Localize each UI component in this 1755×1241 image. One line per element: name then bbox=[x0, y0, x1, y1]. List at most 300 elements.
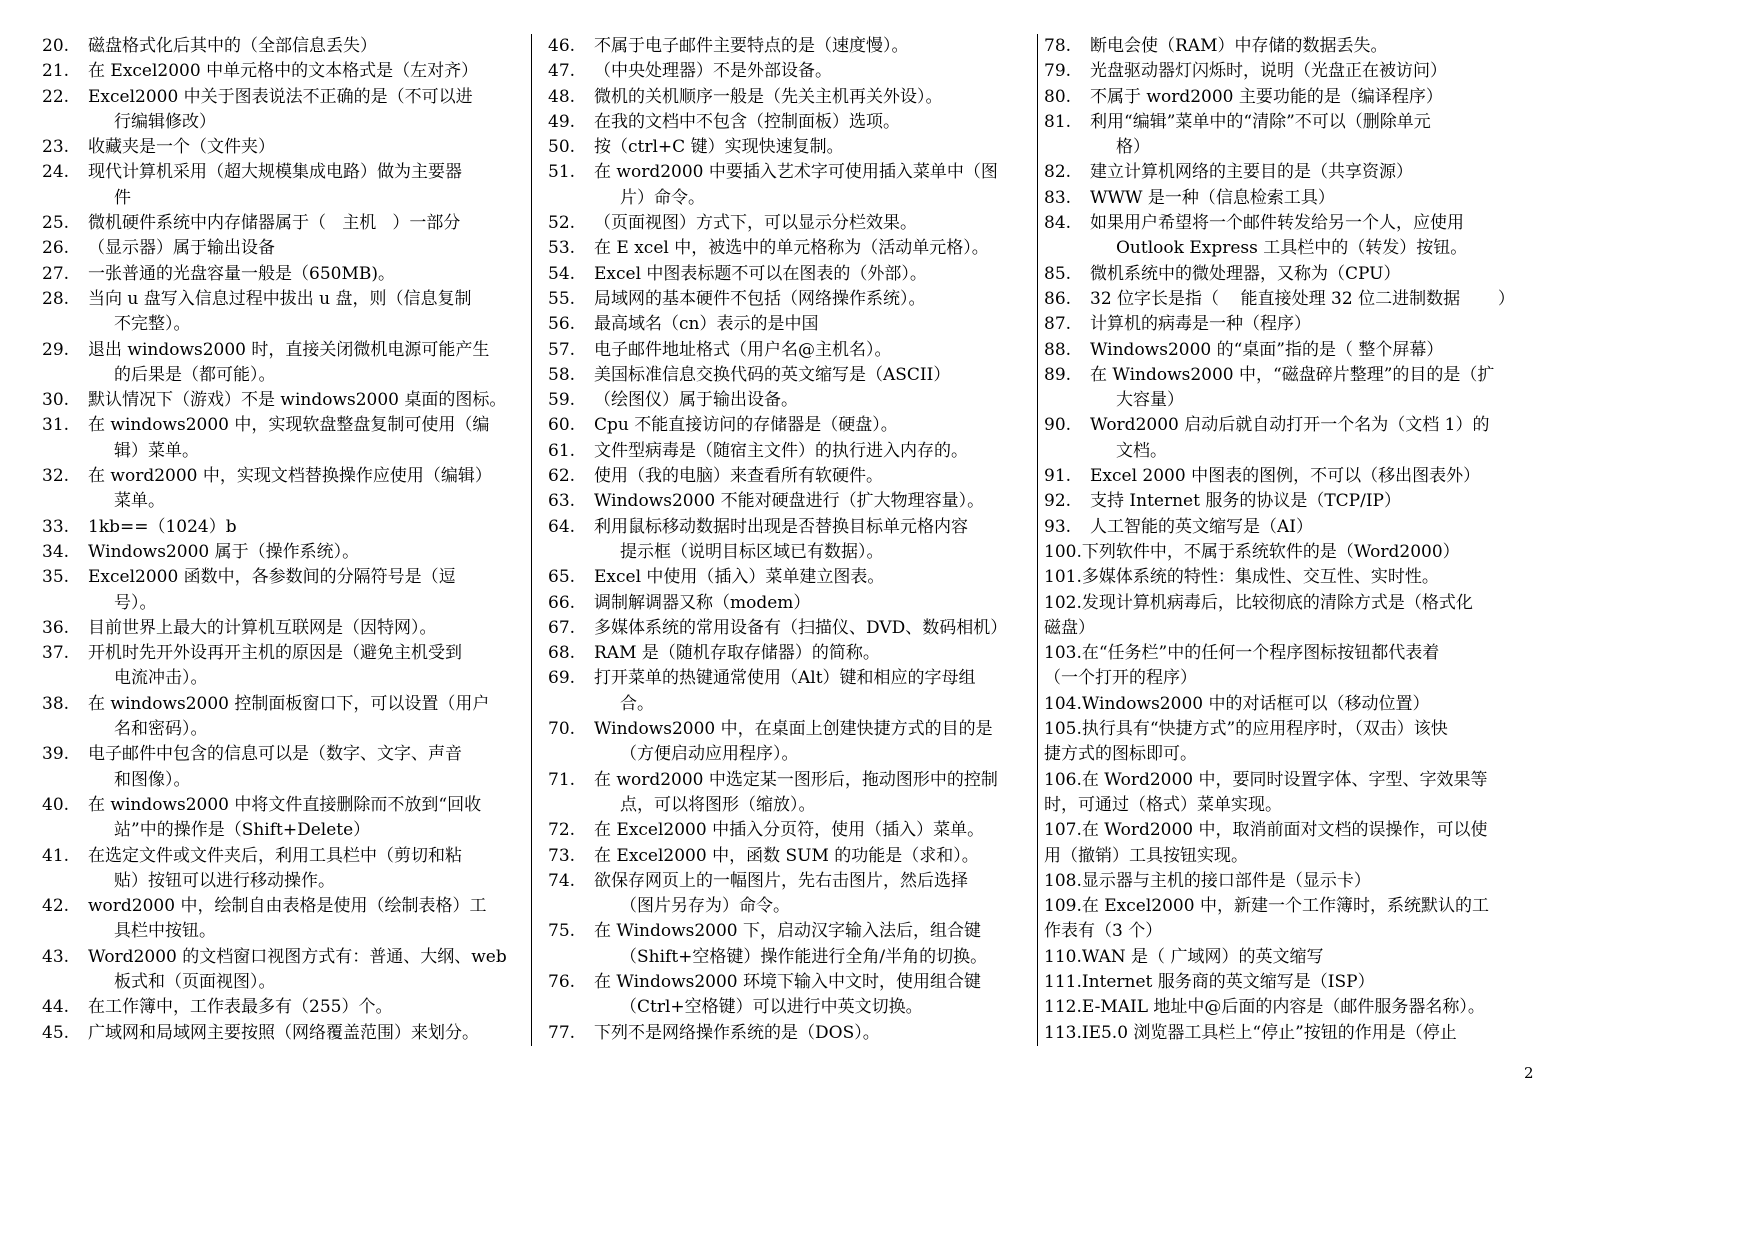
question-item bbox=[1044, 945, 1549, 970]
question-text-continued: 提示框（说明目标区域已有数据）。 bbox=[620, 541, 884, 562]
question-number: 92. bbox=[1044, 491, 1072, 512]
question-number: 28. bbox=[42, 288, 70, 309]
question-number: 34. bbox=[42, 541, 70, 562]
question-number: 69. bbox=[548, 668, 576, 689]
question-item bbox=[548, 919, 1033, 970]
question-number: 36. bbox=[42, 617, 70, 638]
question-number: 40. bbox=[42, 794, 70, 815]
question-text-continued: 文档。 bbox=[1116, 440, 1167, 461]
question-number: 62. bbox=[548, 466, 576, 487]
question-item bbox=[1044, 540, 1549, 565]
question-item bbox=[548, 717, 1033, 768]
question-number: 55. bbox=[548, 288, 576, 309]
question-text: Internet 服务商的英文缩写是（ISP） bbox=[1081, 971, 1375, 992]
question-text: 多媒体系统的特性：集成性、交互性、实时性。 bbox=[1081, 567, 1439, 588]
question-text: 在 Excel2000 中单元格中的文本格式是（左对齐） bbox=[88, 61, 479, 82]
question-item bbox=[42, 894, 526, 945]
question-text: （中央处理器）不是外部设备。 bbox=[594, 61, 832, 82]
question-text: 不属于电子邮件主要特点的是（速度慢）。 bbox=[594, 36, 909, 56]
question-text: 电子邮件地址格式（用户名@主机名）。 bbox=[594, 339, 892, 360]
question-number: 81. bbox=[1044, 111, 1072, 132]
question-text: 微机系统中的微处理器，又称为（CPU） bbox=[1090, 263, 1401, 284]
question-text: 美国标准信息交换代码的英文缩写是（ASCII） bbox=[594, 364, 951, 385]
question-number: 70. bbox=[548, 719, 576, 740]
question-text: 显示器与主机的接口部件是（显示卡） bbox=[1081, 870, 1371, 891]
question-number: 59. bbox=[548, 390, 576, 411]
question-item bbox=[548, 970, 1033, 1021]
question-text-continued: 点，可以将图形（缩放）。 bbox=[620, 794, 816, 815]
question-number: 105. bbox=[1044, 719, 1082, 740]
question-text: 在 windows2000 控制面板窗口下，可以设置（用户 bbox=[88, 693, 490, 714]
question-item bbox=[548, 338, 1033, 363]
question-text: 支持 Internet 服务的协议是（TCP/IP） bbox=[1090, 491, 1401, 512]
question-text-continued: 号）。 bbox=[114, 592, 157, 613]
question-number: 42. bbox=[42, 896, 70, 917]
question-item bbox=[1044, 363, 1549, 414]
question-text: 断电会使（RAM）中存储的数据丢失。 bbox=[1090, 36, 1388, 56]
question-number: 21. bbox=[42, 61, 70, 82]
question-text: 在 Windows2000 中，“磁盘碎片整理”的目的是（扩 bbox=[1090, 364, 1495, 385]
question-item bbox=[548, 515, 1033, 566]
question-item bbox=[1044, 186, 1549, 211]
question-item bbox=[42, 59, 526, 84]
question-number: 73. bbox=[548, 845, 576, 866]
question-text-continued: 菜单。 bbox=[114, 491, 165, 512]
question-number: 84. bbox=[1044, 213, 1072, 234]
question-item bbox=[42, 338, 526, 389]
question-text: 当向 u 盘写入信息过程中拔出 u 盘，则（信息复制 bbox=[88, 288, 472, 309]
question-number: 57. bbox=[548, 339, 576, 360]
question-text: RAM 是（随机存取存储器）的简称。 bbox=[594, 643, 880, 664]
question-number: 101. bbox=[1044, 567, 1082, 588]
question-text: 按（ctrl+C 键）实现快速复制。 bbox=[594, 137, 844, 158]
question-text: 在 Windows2000 下，启动汉字输入法后，组合键 bbox=[594, 921, 982, 942]
question-item bbox=[1044, 717, 1549, 768]
question-item bbox=[548, 1021, 1033, 1046]
question-text: 在 Word2000 中，取消前面对文档的误操作，可以使 bbox=[1081, 820, 1488, 841]
question-number: 51. bbox=[548, 162, 576, 183]
question-number: 49. bbox=[548, 111, 576, 132]
question-item bbox=[548, 666, 1033, 717]
question-text: 广域网和局域网主要按照（网络覆盖范围）来划分。 bbox=[88, 1022, 479, 1043]
question-text: Windows2000 属于（操作系统）。 bbox=[88, 541, 360, 562]
question-text: 下列软件中，不属于系统软件的是（Word2000） bbox=[1081, 541, 1460, 562]
question-text: 在 windows2000 中将文件直接删除而不放到“回收 bbox=[88, 794, 482, 815]
question-text-continued: （方便启动应用程序）。 bbox=[620, 744, 799, 765]
question-number: 112. bbox=[1044, 997, 1082, 1018]
question-text: 调制解调器又称（modem） bbox=[594, 592, 811, 613]
question-item bbox=[548, 768, 1033, 819]
question-item bbox=[1044, 59, 1549, 84]
question-text-continued: （一个打开的程序） bbox=[1044, 668, 1197, 689]
question-number: 54. bbox=[548, 263, 576, 284]
question-item bbox=[42, 540, 526, 565]
question-item bbox=[548, 312, 1033, 337]
question-item bbox=[548, 413, 1033, 438]
question-text: 在 word2000 中，实现文档替换操作应使用（编辑） bbox=[88, 466, 492, 487]
question-item bbox=[548, 869, 1033, 920]
question-item bbox=[42, 464, 526, 515]
question-number: 44. bbox=[42, 997, 70, 1018]
question-number: 25. bbox=[42, 213, 70, 234]
question-item bbox=[42, 616, 526, 641]
question-text: 人工智能的英文缩写是（AI） bbox=[1090, 516, 1313, 537]
question-number: 104. bbox=[1044, 693, 1082, 714]
question-item bbox=[42, 262, 526, 287]
question-item bbox=[1044, 211, 1549, 262]
question-text: 开机时先开外设再开主机的原因是（避免主机受到 bbox=[88, 643, 462, 664]
question-text-continued: 不完整）。 bbox=[114, 314, 191, 335]
question-text: 在 windows2000 中，实现软盘整盘复制可使用（编 bbox=[88, 415, 490, 436]
question-item bbox=[548, 34, 1033, 59]
question-number: 56. bbox=[548, 314, 576, 335]
question-number: 38. bbox=[42, 693, 70, 714]
question-number: 32. bbox=[42, 466, 70, 487]
question-number: 83. bbox=[1044, 187, 1072, 208]
column-divider bbox=[1037, 34, 1038, 1046]
question-number: 45. bbox=[42, 1022, 70, 1043]
question-text-continued: 板式和（页面视图）。 bbox=[114, 971, 276, 992]
question-text: 一张普通的光盘容量一般是（650MB)。 bbox=[88, 263, 395, 284]
question-text: Windows2000 不能对硬盘进行（扩大物理容量）。 bbox=[594, 491, 985, 512]
question-number: 30. bbox=[42, 390, 70, 411]
question-text-continued: Outlook Express 工具栏中的（转发）按钮。 bbox=[1116, 238, 1468, 259]
question-item bbox=[548, 236, 1033, 261]
question-text: （绘图仪）属于输出设备。 bbox=[594, 390, 798, 411]
question-number: 100. bbox=[1044, 541, 1082, 562]
question-text: Excel 中使用（插入）菜单建立图表。 bbox=[594, 567, 885, 588]
question-text: 利用“编辑”菜单中的“清除”不可以（删除单元 bbox=[1090, 111, 1431, 132]
question-text: 在 Excel2000 中插入分页符，使用（插入）菜单。 bbox=[594, 820, 985, 841]
question-text: Excel 2000 中图表的图例，不可以（移出图表外） bbox=[1090, 466, 1481, 487]
question-number: 22. bbox=[42, 86, 70, 107]
question-text-continued: 贴）按钮可以进行移动操作。 bbox=[114, 870, 335, 891]
question-text-continued: 的后果是（都可能）。 bbox=[114, 364, 276, 385]
question-item bbox=[548, 110, 1033, 135]
question-text-continued: 磁盘） bbox=[1044, 617, 1095, 638]
question-item bbox=[1044, 818, 1549, 869]
question-item bbox=[1044, 312, 1549, 337]
question-number: 110. bbox=[1044, 946, 1082, 967]
question-text: WAN 是（ 广域网）的英文缩写 bbox=[1081, 946, 1324, 967]
column-divider bbox=[531, 34, 532, 1046]
question-text: Windows2000 的“桌面”指的是（ 整个屏幕） bbox=[1090, 339, 1444, 360]
question-number: 53. bbox=[548, 238, 576, 259]
question-item bbox=[42, 1021, 526, 1046]
question-item bbox=[1044, 338, 1549, 363]
question-text-continued: 和图像）。 bbox=[114, 769, 191, 790]
question-number: 86. bbox=[1044, 288, 1072, 309]
question-text: Windows2000 中的对话框可以（移动位置） bbox=[1081, 693, 1430, 714]
question-text-continued: 件 bbox=[114, 187, 131, 208]
question-text: 在“任务栏”中的任何一个程序图标按钮都代表着 bbox=[1081, 643, 1440, 664]
question-item bbox=[42, 742, 526, 793]
question-text: Cpu 不能直接访问的存储器是（硬盘）。 bbox=[594, 415, 898, 436]
question-number: 20. bbox=[42, 36, 70, 56]
question-text-continued: 合。 bbox=[620, 693, 654, 714]
question-item bbox=[42, 135, 526, 160]
question-number: 65. bbox=[548, 567, 576, 588]
question-number: 52. bbox=[548, 213, 576, 234]
question-text: 局域网的基本硬件不包括（网络操作系统）。 bbox=[594, 288, 926, 309]
question-item bbox=[42, 995, 526, 1020]
question-number: 76. bbox=[548, 971, 576, 992]
question-text-continued: （Shift+空格键）操作能进行全角/半角的切换。 bbox=[620, 946, 988, 967]
question-text: 在工作簿中，工作表最多有（255）个。 bbox=[88, 997, 393, 1018]
question-item bbox=[548, 59, 1033, 84]
question-text: 执行具有“快捷方式”的应用程序时，（双击）该快 bbox=[1081, 719, 1448, 740]
question-item bbox=[42, 388, 526, 413]
question-number: 77. bbox=[548, 1022, 576, 1043]
question-item bbox=[548, 464, 1033, 489]
question-text: 现代计算机采用（超大规模集成电路）做为主要器 bbox=[88, 162, 462, 183]
question-text: Word2000 启动后就自动打开一个名为（文档 1）的 bbox=[1090, 415, 1490, 436]
column-2 bbox=[548, 34, 1033, 1046]
question-text-continued: 用（撤销）工具按钮实现。 bbox=[1044, 845, 1248, 866]
question-item bbox=[42, 641, 526, 692]
question-item bbox=[1044, 591, 1549, 642]
question-item bbox=[42, 211, 526, 236]
question-number: 113. bbox=[1044, 1022, 1082, 1043]
question-item bbox=[42, 160, 526, 211]
question-item bbox=[42, 945, 526, 996]
question-item bbox=[1044, 515, 1549, 540]
question-item bbox=[42, 515, 526, 540]
question-text: 在 word2000 中要插入艺术字可使用插入菜单中（图 bbox=[594, 162, 998, 183]
question-item bbox=[548, 135, 1033, 160]
question-item bbox=[42, 34, 526, 59]
question-number: 31. bbox=[42, 415, 70, 436]
question-text: 使用（我的电脑）来查看所有软硬件。 bbox=[594, 466, 883, 487]
question-number: 67. bbox=[548, 617, 576, 638]
question-number: 71. bbox=[548, 769, 576, 790]
question-number: 46. bbox=[548, 36, 576, 56]
question-text: 在 E xcel 中，被选中的单元格称为（活动单元格）。 bbox=[594, 238, 989, 259]
question-text-continued: 电流冲击）。 bbox=[114, 668, 208, 689]
question-item bbox=[548, 363, 1033, 388]
question-item bbox=[548, 262, 1033, 287]
question-text: 磁盘格式化后其中的（全部信息丢失） bbox=[88, 36, 377, 56]
question-text: 微机的关机顺序一般是（先关主机再关外设）。 bbox=[594, 86, 943, 107]
question-item bbox=[1044, 262, 1549, 287]
question-item bbox=[548, 641, 1033, 666]
question-text: 在我的文档中不包含（控制面板）选项。 bbox=[594, 111, 900, 132]
question-text: Windows2000 中，在桌面上创建快捷方式的目的是 bbox=[594, 719, 993, 740]
question-number: 60. bbox=[548, 415, 576, 436]
question-item bbox=[548, 818, 1033, 843]
question-number: 61. bbox=[548, 440, 576, 461]
question-number: 41. bbox=[42, 845, 70, 866]
question-text: 光盘驱动器灯闪烁时，说明（光盘正在被访问） bbox=[1090, 61, 1447, 82]
question-text: 退出 windows2000 时，直接关闭微机电源可能产生 bbox=[88, 339, 490, 360]
question-number: 106. bbox=[1044, 769, 1082, 790]
question-number: 26. bbox=[42, 238, 70, 259]
question-item bbox=[548, 439, 1033, 464]
question-number: 33. bbox=[42, 516, 70, 537]
question-item bbox=[548, 85, 1033, 110]
question-item bbox=[1044, 34, 1549, 59]
question-number: 85. bbox=[1044, 263, 1072, 284]
column-1 bbox=[42, 34, 526, 1046]
question-text: 在 Excel2000 中，函数 SUM 的功能是（求和）。 bbox=[594, 845, 979, 866]
question-item bbox=[1044, 85, 1549, 110]
question-text: Word2000 的文档窗口视图方式有：普通、大纲、web bbox=[88, 946, 507, 967]
question-number: 66. bbox=[548, 592, 576, 613]
question-number: 89. bbox=[1044, 364, 1072, 385]
question-number: 75. bbox=[548, 921, 576, 942]
question-text-continued: 站”中的操作是（Shift+Delete） bbox=[114, 820, 371, 841]
question-item bbox=[1044, 489, 1549, 514]
question-number: 103. bbox=[1044, 643, 1082, 664]
question-item bbox=[1044, 160, 1549, 185]
question-text-continued: 大容量） bbox=[1116, 390, 1184, 411]
question-text: Excel2000 中关于图表说法不正确的是（不可以进 bbox=[88, 86, 473, 107]
question-item bbox=[42, 85, 526, 136]
question-item bbox=[1044, 768, 1549, 819]
question-number: 108. bbox=[1044, 870, 1082, 891]
question-number: 109. bbox=[1044, 896, 1082, 917]
question-text: Excel2000 函数中，各参数间的分隔符号是（逗 bbox=[88, 567, 456, 588]
question-number: 63. bbox=[548, 491, 576, 512]
question-number: 80. bbox=[1044, 86, 1072, 107]
question-number: 74. bbox=[548, 870, 576, 891]
question-text-continued: 作表有（3 个） bbox=[1044, 921, 1163, 942]
question-number: 102. bbox=[1044, 592, 1082, 613]
question-text: 32 位字长是指（ 能直接处理 32 位二进制数据 ） bbox=[1090, 288, 1515, 309]
question-text: 发现计算机病毒后，比较彻底的清除方式是（格式化 bbox=[1081, 592, 1473, 613]
question-number: 29. bbox=[42, 339, 70, 360]
question-text-continued: 具栏中按钮。 bbox=[114, 921, 216, 942]
question-item bbox=[42, 793, 526, 844]
question-item bbox=[1044, 641, 1549, 692]
question-text: 在 Excel2000 中，新建一个工作簿时，系统默认的工 bbox=[1081, 896, 1489, 917]
question-number: 88. bbox=[1044, 339, 1072, 360]
question-number: 48. bbox=[548, 86, 576, 107]
question-item bbox=[1044, 1021, 1549, 1046]
question-item bbox=[1044, 692, 1549, 717]
question-text: 在 Word2000 中，要同时设置字体、字型、字效果等 bbox=[1081, 769, 1488, 790]
question-text: 不属于 word2000 主要功能的是（编译程序） bbox=[1090, 86, 1443, 107]
question-number: 87. bbox=[1044, 314, 1072, 335]
question-text-continued: （图片另存为）命令。 bbox=[620, 896, 790, 917]
question-text-continued: （Ctrl+空格键）可以进行中英文切换。 bbox=[620, 997, 923, 1018]
question-text-continued: 捷方式的图标即可。 bbox=[1044, 744, 1197, 765]
question-text: 文件型病毒是（随宿主文件）的执行进入内存的。 bbox=[594, 440, 968, 461]
question-item bbox=[1044, 464, 1549, 489]
question-number: 78. bbox=[1044, 36, 1072, 56]
question-item bbox=[1044, 413, 1549, 464]
question-item bbox=[42, 287, 526, 338]
question-number: 24. bbox=[42, 162, 70, 183]
question-item bbox=[548, 591, 1033, 616]
question-text: 如果用户希望将一个邮件转发给另一个人，应使用 bbox=[1090, 213, 1464, 234]
question-text: WWW 是一种（信息检索工具） bbox=[1090, 187, 1335, 208]
question-text-continued: 辑）菜单。 bbox=[114, 440, 199, 461]
question-item bbox=[1044, 894, 1549, 945]
question-item bbox=[1044, 287, 1549, 312]
question-item bbox=[42, 844, 526, 895]
question-text: 默认情况下（游戏）不是 windows2000 桌面的图标。 bbox=[88, 390, 507, 411]
question-number: 64. bbox=[548, 516, 576, 537]
question-number: 43. bbox=[42, 946, 70, 967]
question-item bbox=[548, 616, 1033, 641]
question-number: 107. bbox=[1044, 820, 1082, 841]
question-text: 下列不是网络操作系统的是（DOS）。 bbox=[594, 1022, 880, 1043]
page-number: 2 bbox=[1524, 1064, 1534, 1082]
question-item bbox=[42, 692, 526, 743]
question-number: 35. bbox=[42, 567, 70, 588]
question-text: （显示器）属于输出设备 bbox=[88, 238, 275, 259]
question-item bbox=[1044, 110, 1549, 161]
question-number: 111. bbox=[1044, 971, 1082, 992]
question-item bbox=[548, 287, 1033, 312]
question-number: 90. bbox=[1044, 415, 1072, 436]
question-text: 最高域名（cn）表示的是中国 bbox=[594, 314, 819, 335]
question-text: 微机硬件系统中内存储器属于（ 主机 ）一部分 bbox=[88, 213, 461, 234]
question-item bbox=[42, 413, 526, 464]
question-text: 打开菜单的热键通常使用（Alt）键和相应的字母组 bbox=[594, 668, 976, 689]
question-text-continued: 格） bbox=[1116, 137, 1150, 158]
question-text: 1kb==（1024）b bbox=[88, 516, 237, 537]
question-text: 在 Windows2000 环境下输入中文时，使用组合键 bbox=[594, 971, 982, 992]
question-number: 93. bbox=[1044, 516, 1072, 537]
question-number: 37. bbox=[42, 643, 70, 664]
question-text: 建立计算机网络的主要目的是（共享资源） bbox=[1090, 162, 1413, 183]
question-text: 目前世界上最大的计算机互联网是（因特网）。 bbox=[88, 617, 437, 638]
question-number: 27. bbox=[42, 263, 70, 284]
question-text-continued: 行编辑修改） bbox=[114, 111, 216, 132]
question-text-continued: 时，可通过（格式）菜单实现。 bbox=[1044, 794, 1282, 815]
question-number: 72. bbox=[548, 820, 576, 841]
question-text: 利用鼠标移动数据时出现是否替换目标单元格内容 bbox=[594, 516, 968, 537]
question-item bbox=[1044, 970, 1549, 995]
question-item bbox=[42, 236, 526, 261]
question-number: 47. bbox=[548, 61, 576, 82]
question-item bbox=[548, 211, 1033, 236]
question-text: （页面视图）方式下，可以显示分栏效果。 bbox=[594, 213, 917, 234]
question-number: 91. bbox=[1044, 466, 1072, 487]
question-number: 82. bbox=[1044, 162, 1072, 183]
question-number: 68. bbox=[548, 643, 576, 664]
question-item bbox=[548, 844, 1033, 869]
question-text: 多媒体系统的常用设备有（扫描仪、DVD、数码相机） bbox=[594, 617, 1008, 638]
question-number: 58. bbox=[548, 364, 576, 385]
question-text: E-MAIL 地址中@后面的内容是（邮件服务器名称）。 bbox=[1081, 997, 1485, 1018]
question-text: 欲保存网页上的一幅图片，先右击图片，然后选择 bbox=[594, 870, 968, 891]
question-text: 在选定文件或文件夹后，利用工具栏中（剪切和粘 bbox=[88, 845, 462, 866]
question-text: Excel 中图表标题不可以在图表的（外部）。 bbox=[594, 263, 927, 284]
question-item bbox=[548, 160, 1033, 211]
question-number: 50. bbox=[548, 137, 576, 158]
column-3 bbox=[1044, 34, 1549, 1046]
question-item bbox=[1044, 995, 1549, 1020]
question-text-continued: 名和密码）。 bbox=[114, 719, 208, 740]
question-text: 收藏夹是一个（文件夹） bbox=[88, 137, 275, 158]
question-item bbox=[1044, 869, 1549, 894]
question-text: 计算机的病毒是一种（程序） bbox=[1090, 314, 1311, 335]
question-item bbox=[548, 565, 1033, 590]
question-text: 电子邮件中包含的信息可以是（数字、文字、声音 bbox=[88, 744, 462, 765]
question-text: IE5.0 浏览器工具栏上“停止”按钮的作用是（停止 bbox=[1081, 1022, 1457, 1043]
question-text: word2000 中，绘制自由表格是使用（绘制表格）工 bbox=[88, 896, 487, 917]
question-item bbox=[548, 388, 1033, 413]
question-number: 79. bbox=[1044, 61, 1072, 82]
question-text-continued: 片）命令。 bbox=[620, 187, 705, 208]
question-item bbox=[548, 489, 1033, 514]
question-number: 23. bbox=[42, 137, 70, 158]
question-text: 在 word2000 中选定某一图形后，拖动图形中的控制 bbox=[594, 769, 998, 790]
question-number: 39. bbox=[42, 744, 70, 765]
